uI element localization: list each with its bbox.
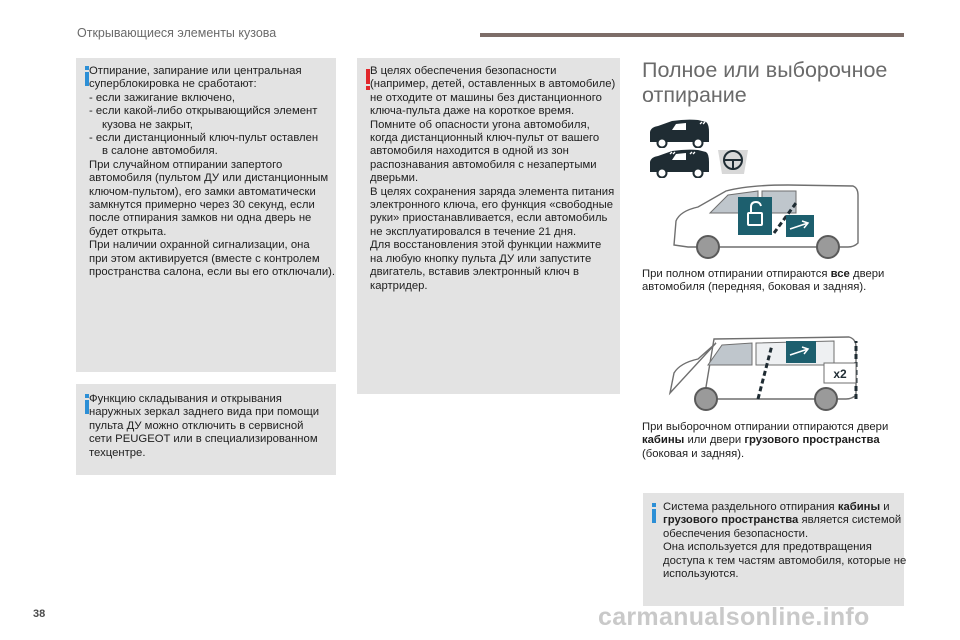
text-line: - если какой-либо открывающийся элемент [89, 105, 318, 118]
text-bold: грузового пространства [663, 514, 799, 527]
text-line: Для восстановления этой функции нажмите [370, 239, 602, 252]
info-box-separate-unlock [643, 493, 907, 606]
text-line: картридер. [370, 279, 428, 292]
text-line: При случайном отпирании запертого [89, 158, 283, 171]
text-line: и [880, 501, 890, 513]
text-line: будет открыта. [89, 225, 167, 238]
text-line: - если дистанционный ключ-пульт оставлен [89, 132, 319, 145]
heading-line: отпирание [642, 82, 747, 107]
text-line: пульта ДУ можно отключить в сервисной [89, 419, 304, 432]
text-line: двигатель, вставив электронный ключ в [370, 266, 579, 279]
text-line: распознавания автомобиля с незапертыми [370, 158, 597, 171]
warning-box-security [357, 58, 620, 394]
text-line: доступа к тем частям автомобиля, которые не [663, 554, 907, 567]
text-line: - если зажигание включено, [89, 91, 236, 104]
text-line: когда дистанционный ключ-пульт от вашего [370, 132, 600, 145]
warning-box-text [370, 65, 615, 293]
van-icon [646, 118, 722, 148]
text-bold: кабины [837, 501, 881, 513]
page-header-title: Открывающиеся элементы кузова [77, 26, 277, 40]
text-line: Она используется для предотвращения [663, 541, 872, 554]
text-line: (например, детей, оставленных в автомобиле) [370, 78, 616, 91]
text-line: кузова не закрыт, [102, 118, 193, 131]
heading-line: Полное или выборочное [642, 58, 888, 82]
text-line: Помните об опасности угона автомобиля, [370, 118, 590, 131]
text-line: дверьми. [370, 172, 419, 185]
text-line: пространства салона, если вы его отключали). [89, 266, 336, 279]
van-full-unlock-illustration [668, 183, 864, 261]
caption-text: автомобиля (передняя, боковая и задняя). [642, 281, 867, 294]
text-line: наружных зеркал заднего вида при помощи [89, 406, 320, 419]
text-line: В целях обеспечения безопасности [370, 65, 557, 77]
text-line: ключом-пультом), его замки автоматически [89, 185, 316, 198]
info-box-text [89, 393, 319, 460]
text-line: автомобиля находится в одной из зон [370, 145, 569, 158]
text-line: руки» приостанавливается, если автомобиль [370, 212, 608, 225]
caption-bold: все [830, 268, 850, 280]
page-number: 38 [33, 608, 46, 620]
text-line: используются. [663, 568, 739, 581]
multiplier-badge: x2 [833, 367, 847, 381]
text-line: автомобиля (пультом ДУ или дистанционным [89, 172, 329, 185]
text-line: при этом активируется (вместе с контролем [89, 252, 320, 265]
steering-wheel-icon [712, 144, 754, 178]
text-line: не отходите от машины без дистанционного [370, 91, 602, 104]
text-line: не эксплуатировался в течение 21 дня. [370, 225, 577, 238]
text-line: суперблокировка не сработают: [89, 78, 257, 91]
text-line: ключа-пульта даже на короткое время. [370, 105, 575, 118]
caption-text: или двери [684, 434, 745, 447]
caption-text: двери [849, 268, 885, 280]
van-icon [646, 148, 722, 178]
text-line: электронного ключа, его функция «свободные [370, 199, 614, 212]
caption-text: При полном отпирании отпираются [642, 268, 831, 280]
header-rule [480, 33, 904, 37]
text-line: техцентре. [89, 446, 146, 459]
text-line: Система раздельного отпирания [663, 501, 838, 513]
section-heading [642, 58, 887, 107]
text-line: В целях сохранения заряда элемента питания [370, 185, 615, 198]
info-box-mirrors [76, 384, 336, 475]
caption-bold: грузового пространства [744, 434, 880, 447]
caption-bold: кабины [642, 434, 685, 447]
text-line: сети PEUGEOT или в специализированном [89, 433, 318, 446]
info-box-lock-failure [76, 58, 336, 372]
text-line: замкнутся примерно через 30 секунд, если [89, 199, 315, 212]
caption-full-unlock [642, 268, 884, 295]
info-box-text [663, 501, 906, 581]
watermark: carmanualsonline.info [598, 603, 870, 631]
text-line: в салоне автомобиля. [102, 145, 218, 158]
text-line: после отпирания замков ни одна дверь не [89, 212, 312, 225]
text-line: является системой [798, 514, 902, 527]
text-line: Отпирание, запирание или центральная [89, 65, 302, 77]
caption-text: (боковая и задняя). [642, 447, 745, 460]
caption-text: При выборочном отпирании отпираются двери [642, 421, 889, 433]
text-line: обеспечения безопасности. [663, 527, 809, 540]
text-line: При наличии охранной сигнализации, она [89, 239, 310, 252]
van-selective-unlock-illustration [664, 333, 864, 413]
caption-selective-unlock [642, 421, 888, 461]
info-box-text [89, 65, 335, 280]
text-line: Функцию складывания и открывания [89, 393, 282, 405]
text-line: на любую кнопку пульта ДУ или запустите [370, 252, 592, 265]
